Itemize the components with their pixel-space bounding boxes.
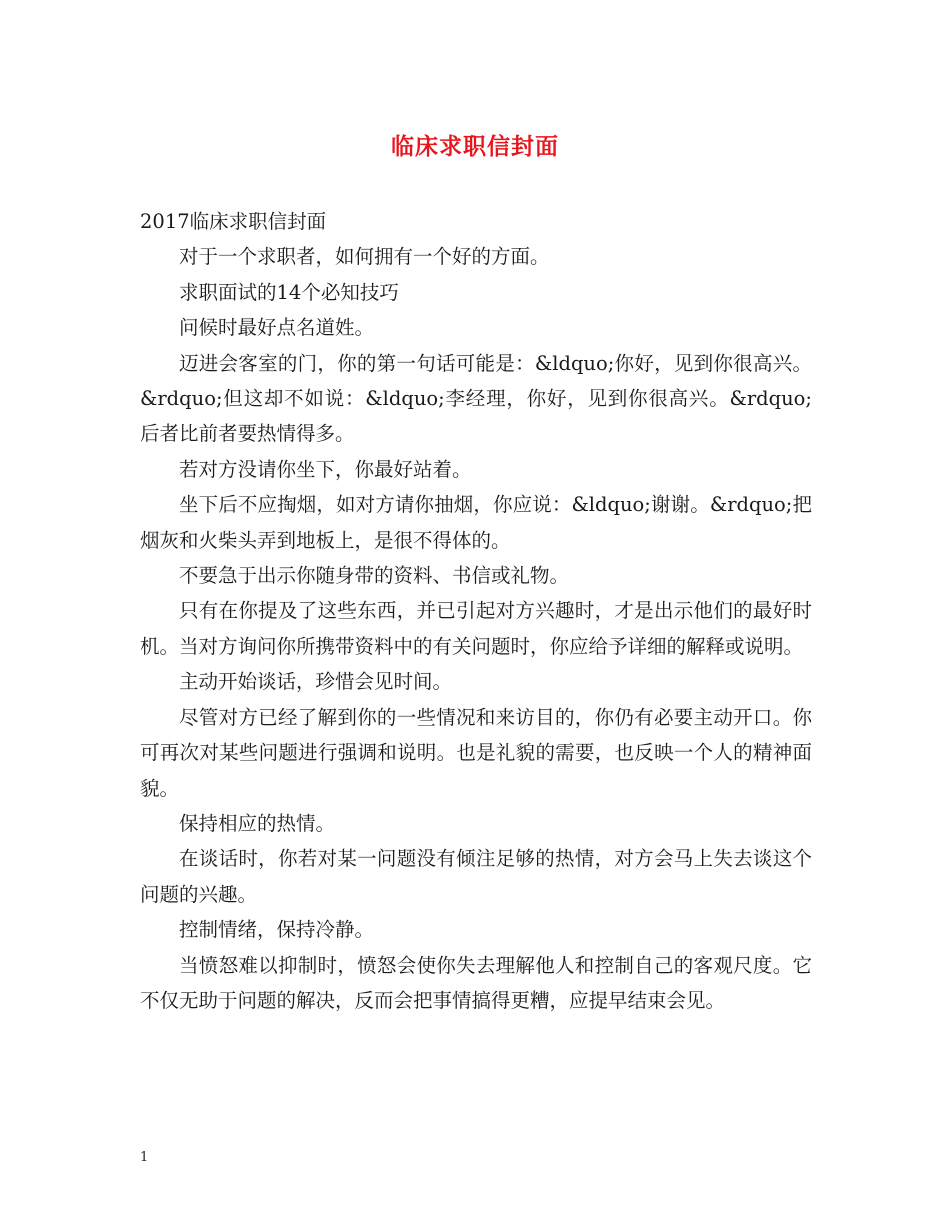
paragraph: 迈进会客室的门，你的第一句话可能是：&ldquo;你好，见到你很高兴。&rdquo;但这却不如说：&ldquo;李经理，你好，见到你很高兴。&rdquo;后者比前者要热情得多。: [140, 351, 812, 446]
page-number: 1: [140, 1150, 149, 1165]
document-title: 临床求职信封面: [391, 133, 559, 160]
paragraph: 2017临床求职信封面: [140, 210, 327, 233]
paragraph: 若对方没请你坐下，你最好站着。: [179, 457, 472, 481]
paragraph: 当愤怒难以抑制时，愤怒会使你失去理解他人和控制自己的客观尺度。它不仅无助于问题的解决，反而会把事情搞得更糟，应提早结束会见。: [140, 953, 812, 1012]
paragraph: 不要急于出示你随身带的资料、书信或礼物。: [179, 564, 570, 588]
paragraph: 坐下后不应掏烟，如对方请你抽烟，你应说：&ldquo;谢谢。&rdquo;把烟灰和火柴头弄到地板上，是很不得体的。: [140, 493, 812, 552]
paragraph: 只有在你提及了这些东西，并已引起对方兴趣时，才是出示他们的最好时机。当对方询问你所携带资料中的有关问题时，你应给予详细的解释或说明。: [140, 599, 812, 658]
paragraph: 控制情绪，保持冷静。: [179, 918, 375, 942]
paragraph: 尽管对方已经了解到你的一些情况和来访目的，你仍有必要主动开口。你可再次对某些问题进行强调和说明。也是礼貌的需要，也反映一个人的精神面貌。: [140, 705, 812, 800]
document-body: [140, 204, 812, 1018]
paragraph: 在谈话时，你若对某一问题没有倾注足够的热情，对方会马上失去谈这个问题的兴趣。: [140, 847, 812, 906]
paragraph: 求职面试的14个必知技巧: [179, 280, 399, 304]
paragraph: 问候时最好点名道姓。: [179, 316, 375, 340]
paragraph: 保持相应的热情。: [179, 811, 336, 835]
paragraph: 主动开始谈话，珍惜会见时间。: [179, 670, 453, 694]
paragraph: 对于一个求职者，如何拥有一个好的方面。: [179, 245, 550, 269]
